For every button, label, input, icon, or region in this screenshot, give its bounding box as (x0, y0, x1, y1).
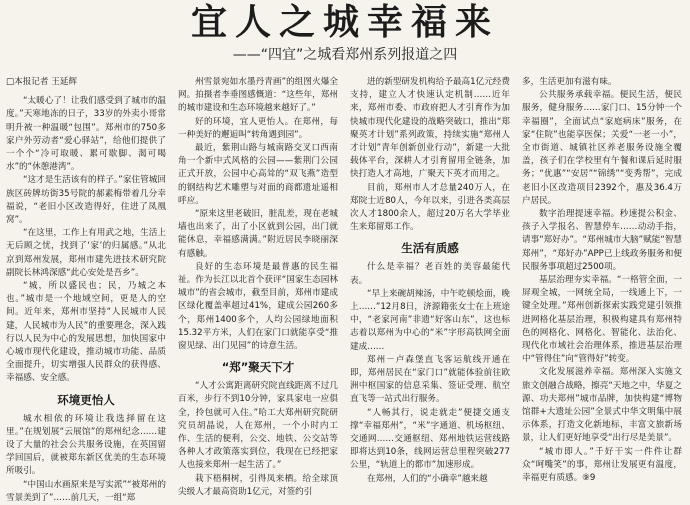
paragraph: “城，所以盛民也；民，乃城之本也。”城市是一个地域空间，更是人的空间。近年来，郑州市坚持“人民城市人民建，人民城市为人民”的重要理念，深入践行以人民为中心的发展思想，加快国家中心城市现代化建设，推动城市功能、品质全面提升，切实增强人民群众的获得感、幸福感、安全感。 (6, 281, 166, 384)
section-heading-environment: 环境更怡人 (57, 392, 115, 407)
section-heading-life: 生活有质感 (401, 241, 459, 256)
paragraph: “早上来碗胡辣汤，中午吃顿烩面，晚上……”12月8日，济源籍张女士在上班途中，“老家河南”非遗“好客山东”，这也标志着以郑州为中心的“米”字形高铁网全面建成…… (350, 288, 510, 352)
paragraph: 最近，紫荆山路与城南路交叉口西南角一个新中式风格的公园——紫荆门公园正式开放，公园中心高耸的“双飞燕”造型的钢结构艺术雕塑与对面的商都遗址遥相呼应。 (178, 143, 338, 206)
paragraph: “太暖心了！让我们感受到了城市的温度。”天寒地冻的日子，33岁的外卖小哥常明升被一种温暖“包围”。郑州市的750多家户外劳动者“爱心驿站”，给他们提供了一个个“冷可取暖、累可歇脚、渴可喝水”的“休憩港湾”。 (6, 96, 166, 173)
paragraph: 数字治理提速幸福。秒速提公积金、孩子入学报名、智慧停车……动动手指，请事“郑好办”。“郑州城市大脑”赋能“智慧郑州”，“郑好办”APP已上线政务服务和便民服务事项超过2500项。 (522, 209, 682, 272)
paragraph: 公共服务承载幸福。便民生活，便民服务，健身服务……家门口、15分钟一个幸福圈”，全面试点“家庭病床”服务，在家“住院”也能享医保；关爱“一老一小”，全市街道、城镇社区养老服务设施全覆盖，孩子们在学校里有午餐和课后延时服务；“优惠”“安居”“锦绣”“变秀帮”，完成老旧小区改造项目2392个，惠及36.4万户居民。 (522, 90, 682, 206)
paragraph: “中国山水画原来是写实派”“被郑州的雪景美到了”……前几天，一组“郑 (6, 479, 166, 503)
column-2 (178, 76, 338, 497)
byline: □本报记者 王延辉 (6, 77, 78, 87)
paragraph: 进的新型研发机构给予最高1亿元经费支持，建立人才快速认定机制……近年来，郑州市委、市政府把人才引育作为加快城市现代化建设的战略突破口，推出“郑聚英才计划”系列政策，持续实施“郑州人才计划”青年创新创业行动”，新建一大批载体平台，深耕人才引育留用全链条，加快打造人才高地，广聚天下英才而用之。 (350, 77, 510, 180)
paragraph: 城水相依的环境让我选择留在这里。”在规划展“云展馆”的郑州纪念……建设了大量的社会公共服务设施，在英国留学回国后，就被郑东新区优美的生态环境所吸引。 (6, 413, 166, 477)
paragraph: 基层治理夯实幸福。“一格管全面，一屏观全城，一网统全局，一线通上下，一键全处理。”郑州创新探索实践党建引领推进网格化基层治理，积极构建具有郑州特色的网格化、网格化、智能化、法治化、现代化市域社会治理体系，推进基层治理中“管得住”向“管得好”转变。 (522, 275, 682, 365)
paragraph: 在郑州，人们的“小确幸”越来越 (367, 473, 488, 484)
paragraph: 郑州－卢森堡直飞客运航线开通在即，郑州居民在“家门口”就能体验前往欧洲中枢国家的信息采集、签证受理、航空直飞等一站式出行服务。 (350, 354, 510, 405)
paragraph: “这才是生活该有的样子。”家住管城回族区砖牌坊街35号院的郝素梅带着几分幸福说，“老旧小区改造得好，住进了凤凰窝”。 (6, 175, 166, 226)
column-4 (522, 76, 682, 484)
paragraph: 好的环境，宜人更怡人。在郑州，每一种美好的邂逅叫“转角遇到园”。 (178, 116, 338, 140)
paragraph: 良好的生态环境是最普惠的民生福祉。作为长江以北首个获评“国家生态园林城市”的省会城市，截至目前，郑州市建成区绿化覆盖率超过41%，建成公园260多个，郑州1400多个，人均公园绿地面积15.32平方米，人们在家门口就能享受“推窗见绿、出门见园”的诗意生活。 (178, 261, 338, 352)
section-heading-talent: “郑”聚天下才 (221, 360, 295, 375)
paragraph: “人才公寓距离研究院直线距离不过几百米，步行不到10分钟，家具家电一应俱全，拎包就可入住。”哈工大郑州研究院研究员胡晶说，人在郑州，一个小时内工作、生活的便利，公交、地铁、公交站等各种人才政策落实到位，我现在已经把家人也接来郑州一起生活了。” (178, 381, 338, 471)
paragraph: 栽下梧桐树，引得凤来栖。给全球顶尖级人才最高资助1亿元，对签约引 (178, 473, 338, 497)
column-3 (350, 76, 510, 484)
paragraph: 目前，郑州市人才总量240万人，在郑院士近80人，今年以来，引进各类高层次人才1800余人，超过20万名大学毕业生来郑留郑工作。 (350, 182, 510, 233)
paragraph: 什么是幸福？老百姓的美容最能代表。 (350, 262, 510, 286)
paragraph: 文化发展滋养幸福。郑州深入实施文旅文创融合战略，擦亮“天地之中，华夏之源、功夫郑州”城市品牌，加快构建“博物馆群+大遗址公园”全景式中华文明集中展示体系，打造文化新地标，丰富文旅新场景，让人们更好地享受“出行尽是美景”。 (522, 367, 682, 444)
paragraph: “人畅其行，说走就走”便捷交通支撑“幸福郑州”，“米”字通道、机场枢纽、交通网……交通枢纽、郑州地铁运营线路即将达到10条，线网运营总里程突破277公里，“轨道上的都市”加速形成。 (350, 407, 510, 471)
paragraph: “在这里，工作上有用武之地，生活上无后顾之忧，找到了‘家’的归属感。”从北京到郑州发展，郑州市建先进技术研究院副院长林鸿深感“此心安处是吾乡”。 (6, 228, 166, 278)
paragraph: 多，生活更加有滋有味。 (522, 77, 617, 87)
subheadline: ——“四宜”之城看郑州系列报道之四 (232, 47, 458, 63)
headline: 宜人之城幸福来 (190, 1, 499, 43)
column-1 (6, 76, 166, 503)
paragraph: “原来这里老破旧，脏乱差，现在老城墙也出来了，出了小区就到公园，出门就能休息，幸福感满满。”附近居民李晓丽深有感触。 (178, 209, 338, 259)
paragraph: “城市即人。”千好干实一件件让群众“呵嘴笑”的事，郑州让发展更有温度，幸福更有质感。⑨9 (522, 446, 682, 484)
paragraph: 州雪景宛如水墨丹青画”的组图火爆全网。拍摄者李垂图感慨道：“这些年，郑州的城市建设和生态环境越来越好了。” (178, 77, 338, 114)
